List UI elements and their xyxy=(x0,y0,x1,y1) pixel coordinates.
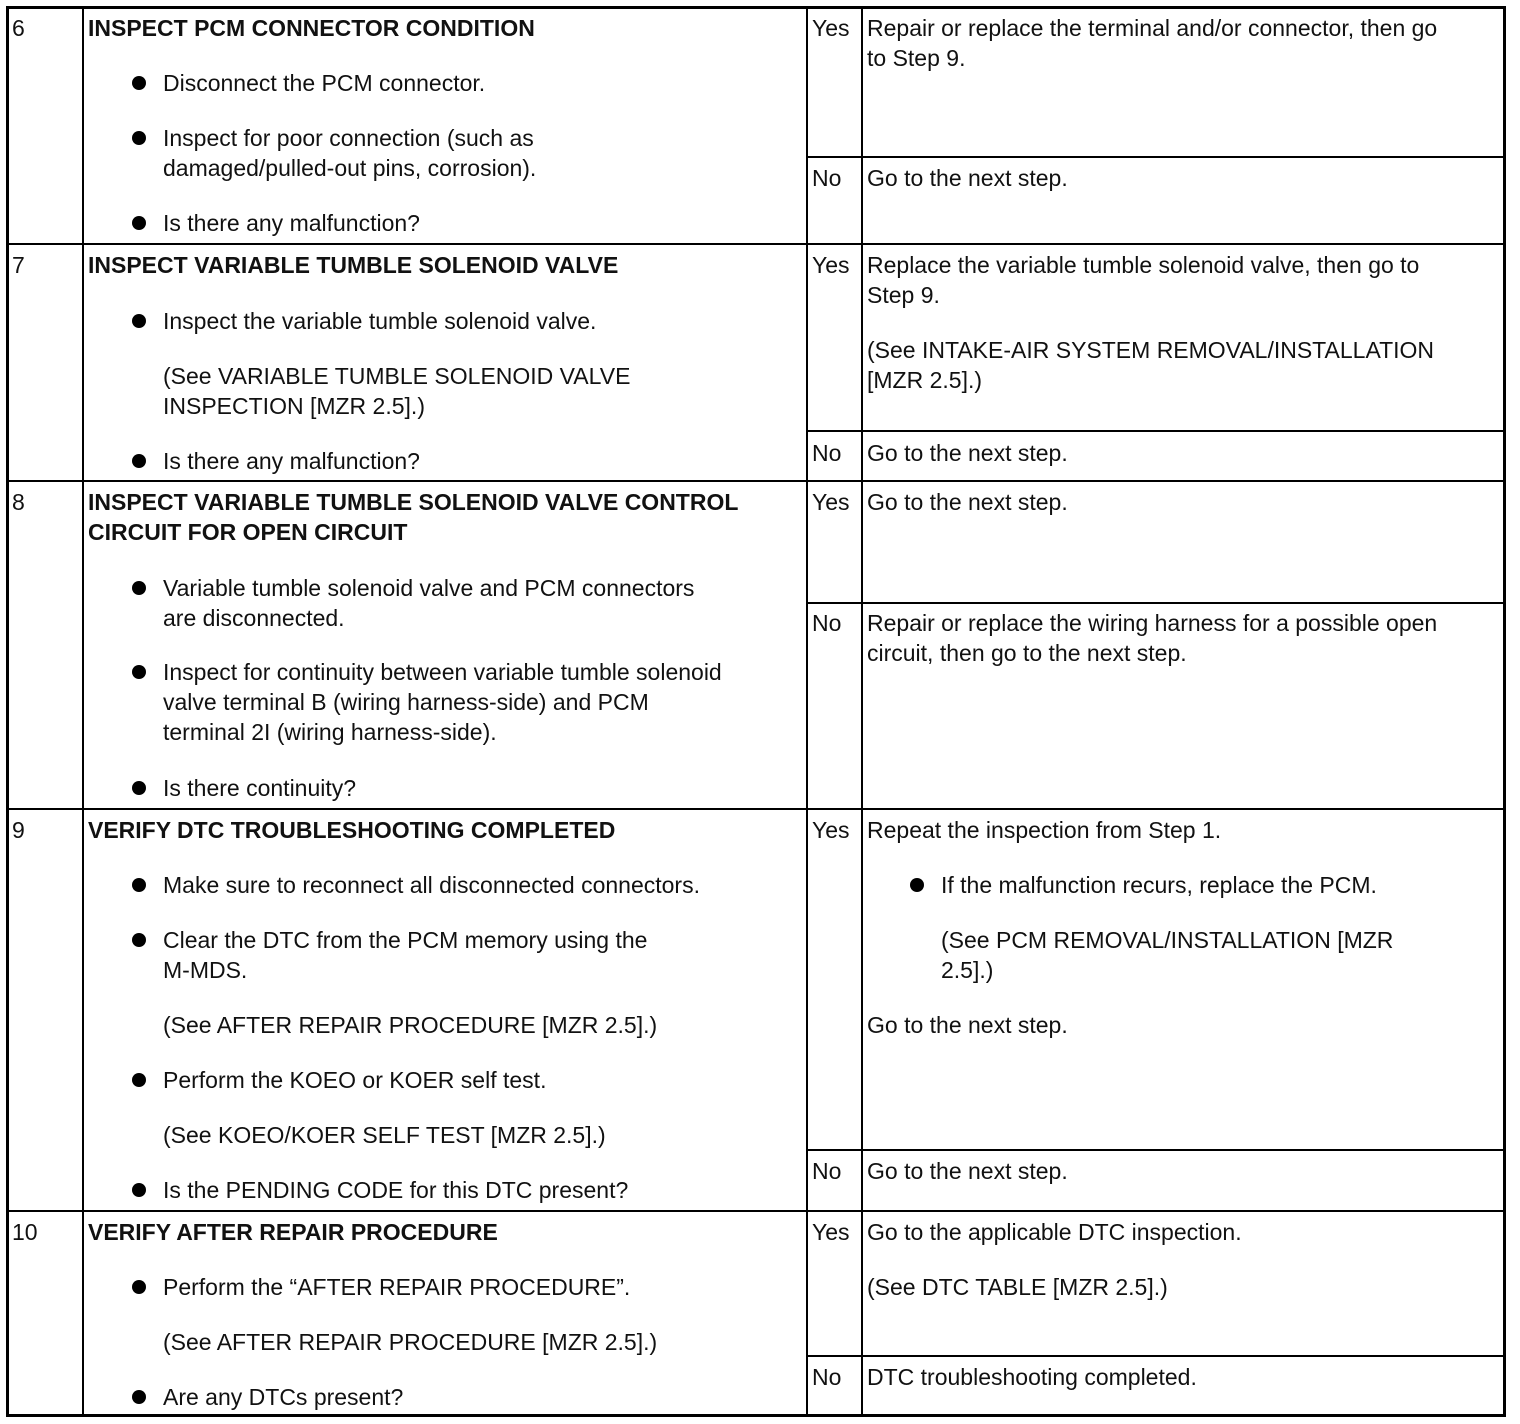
yes-label: Yes xyxy=(812,489,850,515)
yes-action: Repair or replace the terminal and/or connector, then go xyxy=(867,15,1438,41)
bullet-icon xyxy=(132,933,146,947)
bullet-icon xyxy=(132,581,146,595)
step-number: 7 xyxy=(12,252,25,278)
bullet-icon xyxy=(132,1073,146,1087)
yes-no-divider xyxy=(806,430,1503,432)
row-divider xyxy=(9,480,1503,482)
yes-action: Go to the next step. xyxy=(867,489,1068,515)
yes-no-divider xyxy=(806,602,1503,604)
bullet-icon xyxy=(132,878,146,892)
step-item: Inspect for continuity between variable tumble solenoid xyxy=(163,659,722,685)
yes-no-divider xyxy=(806,1149,1503,1151)
step-title: VERIFY DTC TROUBLESHOOTING COMPLETED xyxy=(88,817,616,843)
yes-action: Step 9. xyxy=(867,282,940,308)
step-number: 9 xyxy=(12,817,25,843)
step-item: Clear the DTC from the PCM memory using the xyxy=(163,927,648,953)
step-reference: (See AFTER REPAIR PROCEDURE [MZR 2.5].) xyxy=(163,1329,658,1355)
step-item: Variable tumble solenoid valve and PCM connectors xyxy=(163,575,695,601)
bullet-icon xyxy=(132,314,146,328)
step-item: Disconnect the PCM connector. xyxy=(163,70,486,96)
step-item: Perform the KOEO or KOER self test. xyxy=(163,1067,547,1093)
step-number: 6 xyxy=(12,15,25,41)
step-item: Is there any malfunction? xyxy=(163,448,420,474)
no-label: No xyxy=(812,440,842,466)
step-reference: (See KOEO/KOER SELF TEST [MZR 2.5].) xyxy=(163,1122,606,1148)
yes-action: Go to the applicable DTC inspection. xyxy=(867,1219,1242,1245)
step-item: Inspect for poor connection (such as xyxy=(163,125,534,151)
bullet-icon xyxy=(132,216,146,230)
step-title: INSPECT VARIABLE TUMBLE SOLENOID VALVE xyxy=(88,252,619,278)
no-label: No xyxy=(812,1158,842,1184)
step-title: INSPECT VARIABLE TUMBLE SOLENOID VALVE CONTROL xyxy=(88,489,739,515)
yes-reference: [MZR 2.5].) xyxy=(867,367,983,393)
no-action: Go to the next step. xyxy=(867,165,1068,191)
step-title: VERIFY AFTER REPAIR PROCEDURE xyxy=(88,1219,498,1245)
step-title: CIRCUIT FOR OPEN CIRCUIT xyxy=(88,519,408,545)
step-item: Inspect the variable tumble solenoid valve. xyxy=(163,308,597,334)
yes-reference: (See DTC TABLE [MZR 2.5].) xyxy=(867,1274,1168,1300)
step-item: Is there continuity? xyxy=(163,775,357,801)
bullet-icon xyxy=(132,1183,146,1197)
step-item: Is the PENDING CODE for this DTC present? xyxy=(163,1177,629,1203)
step-number: 8 xyxy=(12,489,25,515)
yes-no-divider xyxy=(806,156,1503,158)
step-item: damaged/pulled-out pins, corrosion). xyxy=(163,155,537,181)
yes-label: Yes xyxy=(812,1219,850,1245)
bullet-icon xyxy=(132,454,146,468)
step-item: are disconnected. xyxy=(163,605,345,631)
no-label: No xyxy=(812,610,842,636)
bullet-icon xyxy=(132,1390,146,1404)
bullet-icon xyxy=(132,781,146,795)
no-label: No xyxy=(812,165,842,191)
yes-action: Replace the variable tumble solenoid valve, then go to xyxy=(867,252,1420,278)
step-reference: (See AFTER REPAIR PROCEDURE [MZR 2.5].) xyxy=(163,1012,658,1038)
step-item: Are any DTCs present? xyxy=(163,1384,404,1410)
no-label: No xyxy=(812,1364,842,1390)
no-action: circuit, then go to the next step. xyxy=(867,640,1187,666)
yes-label: Yes xyxy=(812,817,850,843)
step-number: 10 xyxy=(12,1219,38,1245)
step-reference: INSPECTION [MZR 2.5].) xyxy=(163,393,425,419)
col-divider xyxy=(82,9,84,1414)
no-action: DTC troubleshooting completed. xyxy=(867,1364,1197,1390)
row-divider xyxy=(9,808,1503,810)
step-reference: (See VARIABLE TUMBLE SOLENOID VALVE xyxy=(163,363,631,389)
yes-action: Go to the next step. xyxy=(867,1012,1068,1038)
step-title: INSPECT PCM CONNECTOR CONDITION xyxy=(88,15,535,41)
no-action: Go to the next step. xyxy=(867,440,1068,466)
bullet-icon xyxy=(910,878,924,892)
row-divider xyxy=(9,1210,1503,1212)
yes-label: Yes xyxy=(812,252,850,278)
row-divider xyxy=(9,243,1503,245)
step-item: Make sure to reconnect all disconnected connectors. xyxy=(163,872,700,898)
step-item: valve terminal B (wiring harness-side) and PCM xyxy=(163,689,649,715)
yes-action: Repeat the inspection from Step 1. xyxy=(867,817,1222,843)
yes-reference: 2.5].) xyxy=(941,957,994,983)
yes-action: to Step 9. xyxy=(867,45,966,71)
bullet-icon xyxy=(132,1280,146,1294)
step-item: terminal 2I (wiring harness-side). xyxy=(163,719,497,745)
step-item: Perform the “AFTER REPAIR PROCEDURE”. xyxy=(163,1274,631,1300)
bullet-icon xyxy=(132,76,146,90)
step-item: M-MDS. xyxy=(163,957,248,983)
no-action: Repair or replace the wiring harness for a possible open xyxy=(867,610,1438,636)
bullet-icon xyxy=(132,131,146,145)
yes-bullet: If the malfunction recurs, replace the PCM. xyxy=(941,872,1377,898)
yes-reference: (See INTAKE-AIR SYSTEM REMOVAL/INSTALLATION xyxy=(867,337,1435,363)
yes-no-divider xyxy=(806,1355,1503,1357)
bullet-icon xyxy=(132,665,146,679)
no-action: Go to the next step. xyxy=(867,1158,1068,1184)
col-divider xyxy=(806,9,808,1414)
step-item: Is there any malfunction? xyxy=(163,210,420,236)
col-divider xyxy=(861,9,863,1414)
yes-reference: (See PCM REMOVAL/INSTALLATION [MZR xyxy=(941,927,1394,953)
yes-label: Yes xyxy=(812,15,850,41)
